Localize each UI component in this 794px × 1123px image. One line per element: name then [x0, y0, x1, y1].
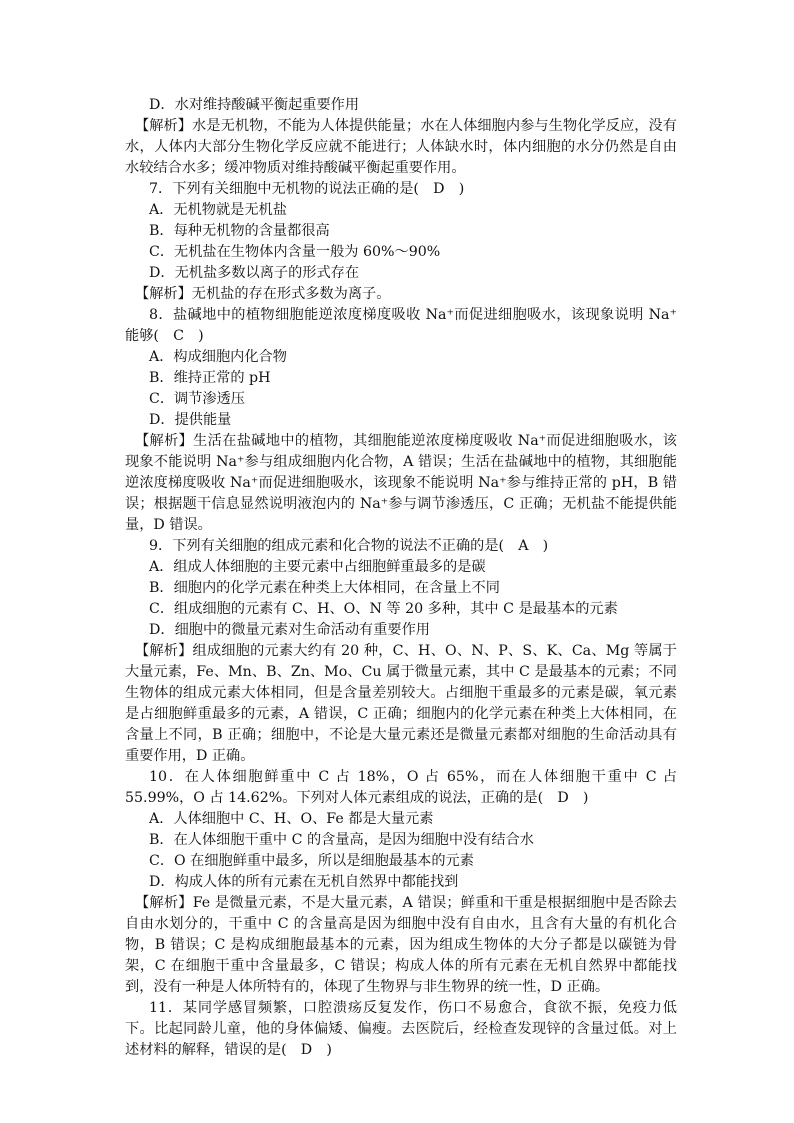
q7-option-d: D．无机盐多数以离子的形式存在	[149, 265, 360, 281]
q7-option-a: A．无机物就是无机盐	[149, 202, 287, 218]
q7-analysis: 【解析】无机盐的存在形式多数为离子。	[135, 286, 391, 302]
q10-analysis: 【解析】Fe 是微量元素，不是大量元素，A 错误；鲜重和干重是根据细胞中是否除去自由水划分的，干重中 C 的含量高是因为细胞中没有自由水，且含有大量的有机化合物，B 错误；C 是构成细胞最基本的元素，因为组成生物体的大分子都是以碳链为骨架，C 在细胞干重中含量最多，C 错误；构成人体的所有元素在无机自然界中都能找到，没有一种是人体所特有的，体现了生物界与非生物界的统一性，D 正确。	[125, 895, 677, 995]
q10-option-d: D．构成人体的所有元素在无机自然界中都能找到	[149, 874, 459, 890]
q9-stem: 9．下列有关细胞的组成元素和化合物的说法不正确的是( A )	[149, 538, 549, 554]
q8-option-a: A．构成细胞内化合物	[149, 349, 287, 365]
q10-stem: 10．在人体细胞鲜重中 C 占 18%，O 占 65%，而在人体细胞干重中 C 占 55.99%，O 占 14.62%。下列对人体元素组成的说法，正确的是( D )	[125, 769, 677, 806]
q7-option-b: B．每种无机物的含量都很高	[149, 223, 330, 239]
q8-option-c: C．调节渗透压	[149, 391, 245, 407]
q8-analysis: 【解析】生活在盐碱地中的植物，其细胞能逆浓度梯度吸收 Na⁺而促进细胞吸水，该现象不能说明 Na⁺参与组成细胞内化合物，A 错误；生活在盐碱地中的植物，其细胞能逆浓度梯度吸收 Na⁺而促进细胞吸水，该现象不能说明 Na⁺参与维持正常的 pH，B 错误；根据题干信息显然说明液泡内的 Na⁺参与调节渗透压，C 正确；无机盐不能提供能量，D 错误。	[125, 433, 677, 533]
q11-stem: 11．某同学感冒频繁，口腔溃疡反复发作，伤口不易愈合，食欲不振，免疫力低下。比起同龄儿童，他的身体偏矮、偏瘦。去医院后，经检查发现锌的含量过低。对上述材料的解释，错误的是( D )	[125, 1000, 677, 1058]
q10-option-c: C．O 在细胞鲜重中最多，所以是细胞最基本的元素	[149, 853, 474, 869]
q7-stem: 7．下列有关细胞中无机物的说法正确的是( D )	[149, 181, 465, 197]
q10-option-a: A．人体细胞中 C、H、O、Fe 都是大量元素	[149, 811, 434, 827]
q10-option-b: B．在人体细胞干重中 C 的含量高，是因为细胞中没有结合水	[149, 832, 534, 848]
q9-option-a: A．组成人体细胞的主要元素中占细胞鲜重最多的是碳	[149, 559, 486, 575]
q9-option-c: C．组成细胞的元素有 C、H、O、N 等 20 多种，其中 C 是最基本的元素	[149, 601, 618, 617]
q9-option-d: D．细胞中的微量元素对生命活动有重要作用	[149, 622, 430, 638]
q6-option-d: D．水对维持酸碱平衡起重要作用	[149, 97, 360, 113]
q9-option-b: B．细胞内的化学元素在种类上大体相同，在含量上不同	[149, 580, 500, 596]
q6-analysis: 【解析】水是无机物，不能为人体提供能量；水在人体细胞内参与生物化学反应，没有水，人体内大部分生物化学反应就不能进行；人体缺水时，体内细胞的水分仍然是自由水较结合水多；缓冲物质对维持酸碱平衡起重要作用。	[125, 118, 677, 176]
q9-analysis: 【解析】组成细胞的元素大约有 20 种，C、H、O、N、P、S、K、Ca、Mg 等属于大量元素，Fe、Mn、B、Zn、Mo、Cu 属于微量元素，其中 C 是最基本的元素；不同生物体的组成元素大体相同，但是含量差别较大。占细胞干重最多的元素是碳，氧元素是占细胞鲜重最多的元素，A 错误，C 正确；细胞内的化学元素在种类上大体相同，在含量上不同，B 正确；细胞中，不论是大量元素还是微量元素都对细胞的生命活动具有重要作用，D 正确。	[125, 643, 677, 764]
q8-option-d: D．提供能量	[149, 412, 232, 428]
q7-option-c: C．无机盐在生物体内含量一般为 60%～90%	[149, 244, 441, 260]
document-body	[125, 95, 677, 1061]
q8-option-b: B．维持正常的 pH	[149, 370, 271, 386]
q8-stem: 8．盐碱地中的植物细胞能逆浓度梯度吸收 Na⁺而促进细胞吸水，该现象说明 Na⁺能够( C )	[125, 307, 677, 344]
